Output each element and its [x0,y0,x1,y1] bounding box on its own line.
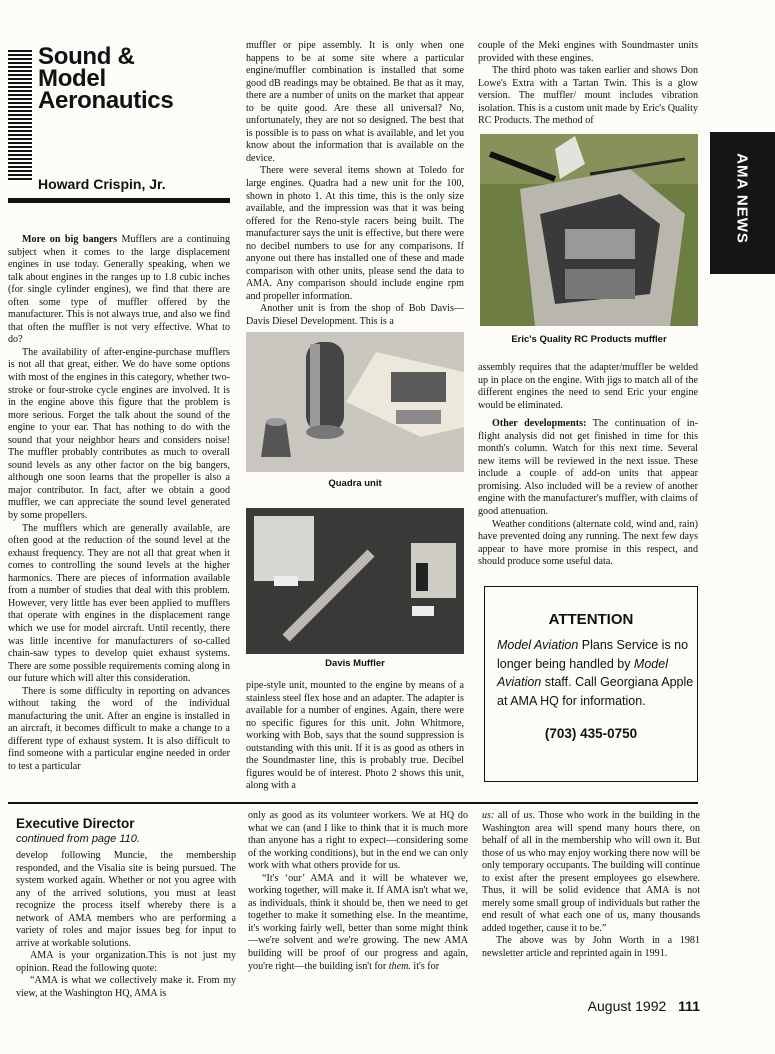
issue-date: August 1992 [587,998,667,1014]
exec-column-2 [248,810,468,1000]
exec-column-3 [482,810,700,980]
section-tab [710,132,775,274]
paragraph: Another unit is from the shop of Bob Davis—Davis Diesel Development. This is a [246,303,464,328]
photo-caption-erics: Eric's Quality RC Products muffler [511,334,667,345]
title-line-3: Aeronautics [38,87,174,114]
photo-caption-quadra: Quadra unit [328,478,382,489]
exec-continued-note: continued from page 110. [16,833,140,845]
article-column-3-continued [478,362,698,572]
paragraph: muffler or pipe assembly. It is only when one happens to be at some site where a particular engine/muffler combination is installed that some good dB readings may be obtained. Be that as it may, there are a number of units on the market that appear to be quite good. Are these all universal? No, unfortunately, they are not so designed. The best that is possible is to pass on what is available, and let you know about the information that is available on the device. [246,40,464,164]
article-column-1 [8,234,230,794]
davis-muffler-illustration [246,508,464,654]
paragraph: “It's ‘our’ AMA and it will be whatever we, working together, will make it. If AMA isn't what we, as individuals, think it should be, then we need to get together to make it something else. In the meantime, it's working fairly well, better than some might think—we're solvent and we're growing. The new AMA building will be proof of our progress and again, you're right—the building isn't for them. it's for [248,872,468,972]
paragraph: pipe-style unit, mounted to the engine by means of a stainless steel flex hose and an adapter. The adapter is available for a number of engines. Again, there were no specific figures for this unit. John Whitmore, working with Bob, says that the sound suppression is outstanding with this unit. If it is as good as others in the Soundmaster line, this is probably true. Decibel figures would be of interest. Photo 2 shows this unit, along with a [246,680,464,792]
attention-box [484,586,698,782]
section-tab-label: AMA NEWS [733,153,751,244]
erics-muffler-illustration [480,134,698,326]
photo-davis-muffler [246,508,464,654]
paragraph: More on big bangers Mufflers are a continuing subject when it comes to the large displacement engines in use today. Generally speaking, when we talk about engines in the ranges up to 1.8 cubic inches (for single cylinder engines), we find that there are often some type of muffler offered by the manufacturer. This is not always true, and also we find that often the muffler is not very effective. What to do? [8,234,231,346]
paragraph: The above was by John Worth in a 1981 newsletter article and reprinted again in 1991. [482,935,700,960]
paragraph: AMA is your organization.This is not just my opinion. Read the following quote: [16,950,236,974]
header-stripes [8,50,32,180]
section-divider [8,802,698,804]
exec-column-1 [16,850,236,1000]
paragraph: Other developments: The continuation of in-flight analysis did not get finished in time for this month's column. Watch for this next time. Several new items will be reviewed in the next issue. These include a couple of add-on units that appear promising. Also included will be a review of another engine with the manufacturer's muffler, with claims of good attenuation. [478,418,699,518]
page-footer [560,998,700,1014]
paragraph: There is some difficulty in reporting on advances without taking the word of the individual manufacturing the unit. After an engine is installed in an aircraft, it becomes difficult to make a change to a different type of exhaust system. It is also difficult to find someone with a particular engine needed in order to test a particular [8,685,230,772]
exec-heading: Executive Director [16,816,135,831]
paragraph: The availability of after-engine-purchase mufflers is not all that great, either. We do have some options with most of the engines in this category, whether two-stroke or four-stroke cycle engines are involved. It is in the engine above this figure that the problem is more serious. Forget the talk about the sound of the engine to your ear. That has nothing to do with the sound that your neighbor hears and considers noise! The muffler probably contributes as much to overall sound levels as any other factor on the big bangers, although one soon learns that the propeller is also a major contributor. In fact, after we obtain a good muffler, we can appreciate the sound level generated by some propellers. [8,346,230,522]
lead-in: More on big bangers [22,234,118,245]
photo-quadra-unit [246,332,464,472]
photo-erics-muffler [480,134,698,326]
article-column-2-continued [246,680,464,795]
paragraph: The mufflers which are generally available, are often good at the reduction of the sound level at the exhaust frequency. They are not all that great when it comes to controlling the sound levels at the higher harmonics. There are pieces of information available from a number of studies that deal with this problem. However, very little has ever been applied to mufflers that operate with engines in the displacement range which we use for model aircraft. Until recently, there was little incentive for manufacturers of so-called chain-saw types to develop quiet exhaust systems. There are some possible requirements coming along in our future which will alter this consideration. [8,522,230,685]
column-header [8,44,230,204]
paragraph: Weather conditions (alternate cold, wind and, rain) have prevented doing any running. The next few days appear to have more promise in this respect, and should produce some useful data. [478,518,698,568]
article-column-3 [478,40,698,132]
paragraph: The third photo was taken earlier and shows Don Lowe's Extra with a Tartan Twin. This is a glow version. The muffler/ mount includes vibration isolation. This is a custom unit made by Eric's Quality RC Products. The method of [478,65,698,127]
title-line-1: Sound & [38,43,135,70]
lead-in: Other developments: [492,418,587,430]
attention-body: Model Aviation Plans Service is no longer being handled by Model Aviation staff. Call Georgiana Apple at AMA HQ for information. [497,638,694,708]
paragraph: only as good as its volunteer workers. We at HQ do what we can (and I like to think that it is much more than anyone has a right to expect—considering some of the working conditions), but in the end we can only work with what others provide for us. [248,810,468,872]
photo-caption-davis: Davis Muffler [325,658,385,669]
paragraph: There were several items shown at Toledo for large engines. Quadra had a new unit for the 100, shown in photo 1. At this time, this is the only size available, and the impression was that it was being offered for the Reno-style racers being built. The manufacturer says the unit is effective, but there were no decibel numbers to use for any comparisons. If anyone out there has installed one of these and made comparison with other units, please send the data to AMA. Any comparison should include engine rpm and propeller information. [246,165,464,302]
author-byline: Howard Crispin, Jr. [38,176,166,192]
paragraph: “AMA is what we collectively make it. From my view, at the Washington HQ, AMA is [16,975,236,1000]
paragraph: assembly requires that the adapter/muffler be welded up in place on the engine. With jigs to match all of the different engines the need to send Eric your engine would be eliminated. [478,362,698,411]
quadra-muffler-illustration [246,332,464,472]
paragraph: develop following Muncie, the membership responded, and the Visalia site is being pursued. The system worked again. Whether or not you agree with any of the arrived solutions, you must at least recognize the process itself whereby there is a network of AMA members who are performing a variety of roles and major issues beg for input to arrive at workable solutions. [16,850,236,949]
page-number: 111 [678,998,700,1014]
attention-phone: (703) 435-0750 [544,726,638,741]
paragraph: couple of the Meki engines with Soundmaster units provided with these engines. [478,40,698,64]
article-column-2 [246,40,464,328]
column-title [38,43,174,114]
paragraph: us: all of us. Those who work in the building in the Washington area will spend many hours there, on behalf of all in the membership who will own it. But those of us who may enjoy working there now will be only temporary occupants. The building will continue to exist after the present employees go elsewhere. Thus, it will be solid evidence that AMA is not merely some small group of individuals but rather the end result of what each one of us, many thousands added together, cause it to be.” [482,810,700,934]
header-rule [8,198,230,203]
attention-heading: ATTENTION [548,611,634,628]
title-line-2: Model [38,65,106,92]
